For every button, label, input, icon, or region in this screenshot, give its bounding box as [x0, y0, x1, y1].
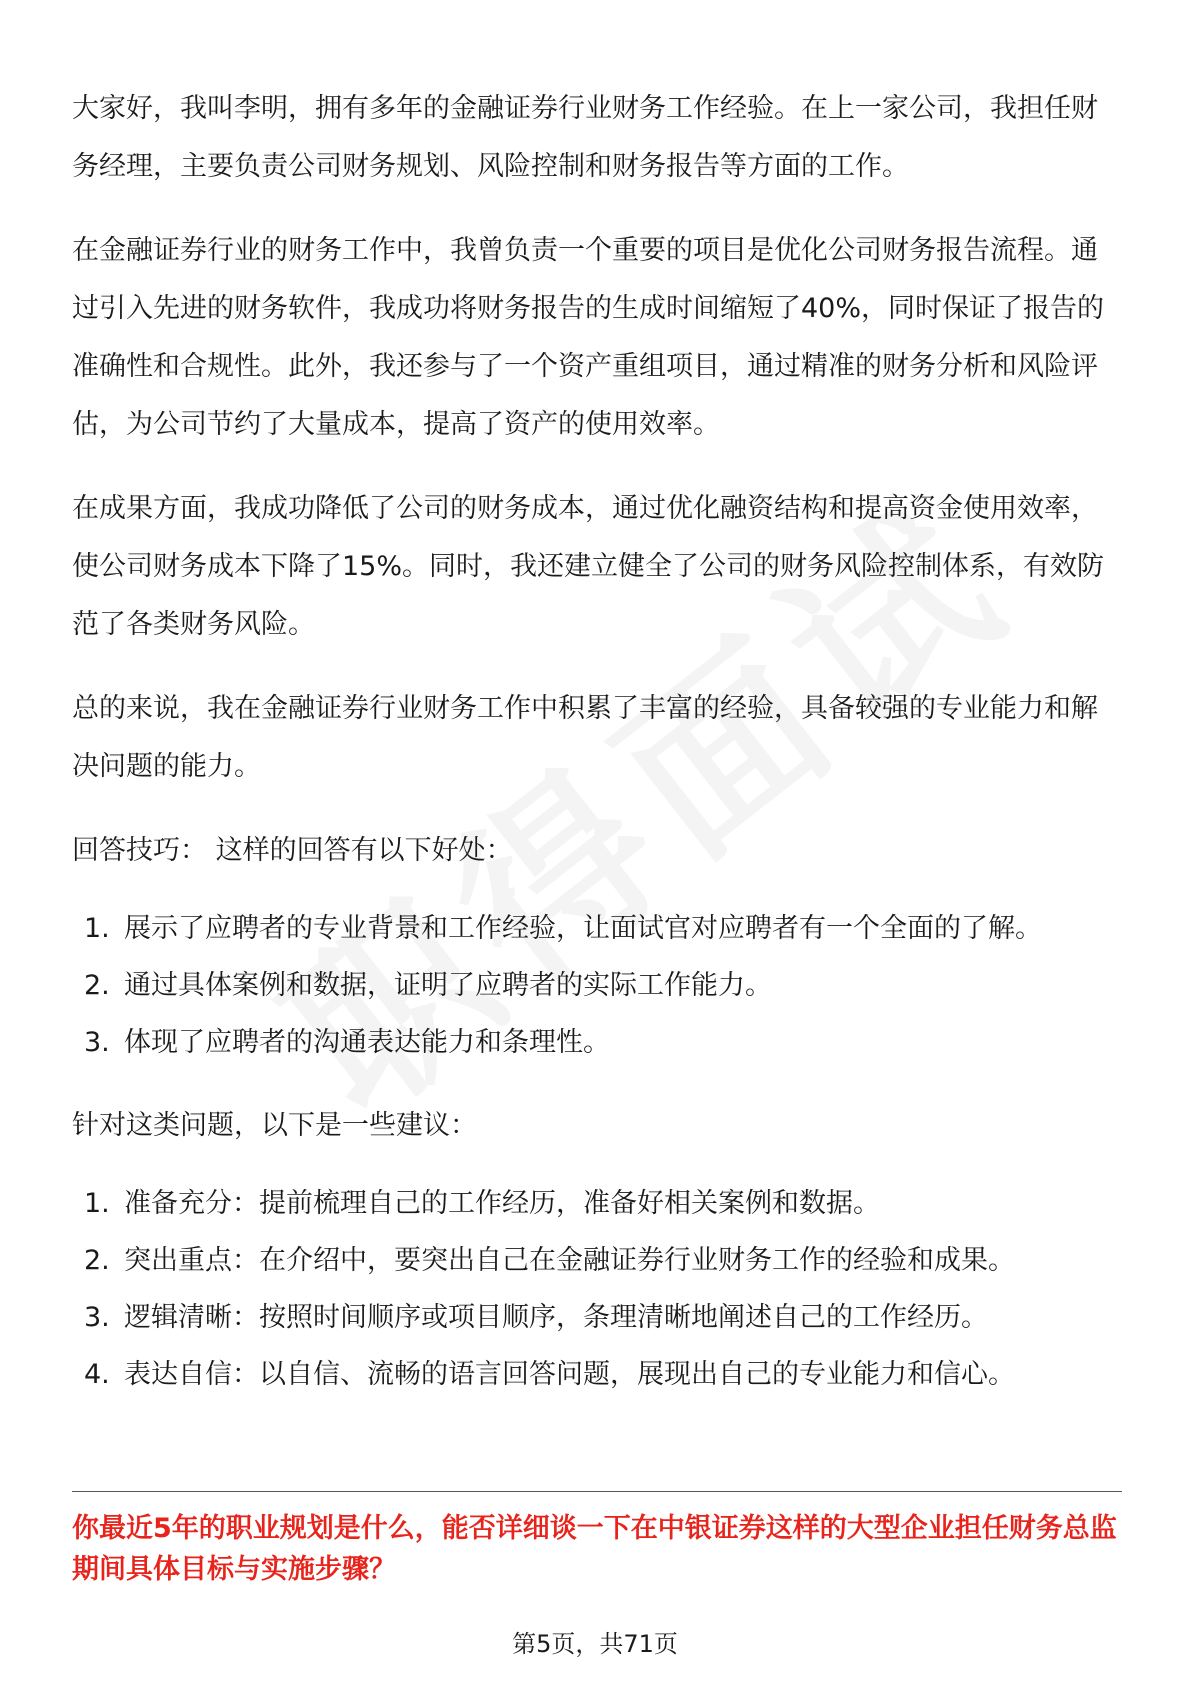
paragraph-project: 在金融证券行业的财务工作中，我曾负责一个重要的项目是优化公司财务报告流程。通过引入先进的财务软件，我成功将财务报告的生成时间缩短了40%，同时保证了报告的准确性和合规性。此外，我还参与了一个资产重组项目，通过精准的财务分析和风险评估，为公司节约了大量成本，提高了资产的使用效率。: [72, 235, 1105, 440]
document-body: [72, 80, 1122, 1429]
page-footer: 第5页，共71页: [512, 1630, 678, 1658]
list-item: [84, 957, 1122, 1014]
list-text: 突出重点：在介绍中，要突出自己在金融证券行业财务工作的经验和成果。: [124, 1245, 1015, 1276]
list-text: 准备充分：提前梳理自己的工作经历，准备好相关案例和数据。: [124, 1188, 880, 1219]
paragraph-summary: 总的来说，我在金融证券行业财务工作中积累了丰富的经验，具备较强的专业能力和解决问题的能力。: [72, 693, 1098, 782]
tips-heading: 回答技巧： 这样的回答有以下好处：: [72, 835, 513, 866]
list-item: [84, 1014, 1122, 1071]
section-divider: [72, 1491, 1122, 1492]
list-text: 表达自信：以自信、流畅的语言回答问题，展现出自己的专业能力和信心。: [124, 1359, 1015, 1390]
list-text: 通过具体案例和数据，证明了应聘者的实际工作能力。: [124, 970, 772, 1001]
list-number: 2.: [84, 970, 110, 1001]
list-number: 1.: [84, 913, 110, 944]
list-number: 4.: [84, 1359, 110, 1390]
list-item: [84, 1289, 1122, 1346]
tips-list: [72, 900, 1122, 1071]
list-text: 逻辑清晰：按照时间顺序或项目顺序，条理清晰地阐述自己的工作经历。: [124, 1302, 988, 1333]
list-item: [84, 1232, 1122, 1289]
next-question-heading: 你最近5年的职业规划是什么，能否详细谈一下在中银证券这样的大型企业担任财务总监期间具体目标与实施步骤？: [72, 1513, 1117, 1585]
list-number: 3.: [84, 1027, 110, 1058]
list-number: 3.: [84, 1302, 110, 1333]
list-text: 体现了应聘者的沟通表达能力和条理性。: [124, 1027, 610, 1058]
list-item: [84, 900, 1122, 957]
list-number: 1.: [84, 1188, 110, 1219]
paragraph-results: 在成果方面，我成功降低了公司的财务成本，通过优化融资结构和提高资金使用效率，使公司财务成本下降了15%。同时，我还建立健全了公司的财务风险控制体系，有效防范了各类财务风险。: [72, 493, 1105, 640]
suggestions-heading: 针对这类问题，以下是一些建议：: [72, 1110, 477, 1141]
paragraph-intro: 大家好，我叫李明，拥有多年的金融证券行业财务工作经验。在上一家公司，我担任财务经理，主要负责公司财务规划、风险控制和财务报告等方面的工作。: [72, 93, 1098, 182]
list-number: 2.: [84, 1245, 110, 1276]
suggestions-list: [72, 1175, 1122, 1403]
list-item: [84, 1175, 1122, 1232]
list-text: 展示了应聘者的专业背景和工作经验，让面试官对应聘者有一个全面的了解。: [124, 913, 1042, 944]
list-item: [84, 1346, 1122, 1403]
